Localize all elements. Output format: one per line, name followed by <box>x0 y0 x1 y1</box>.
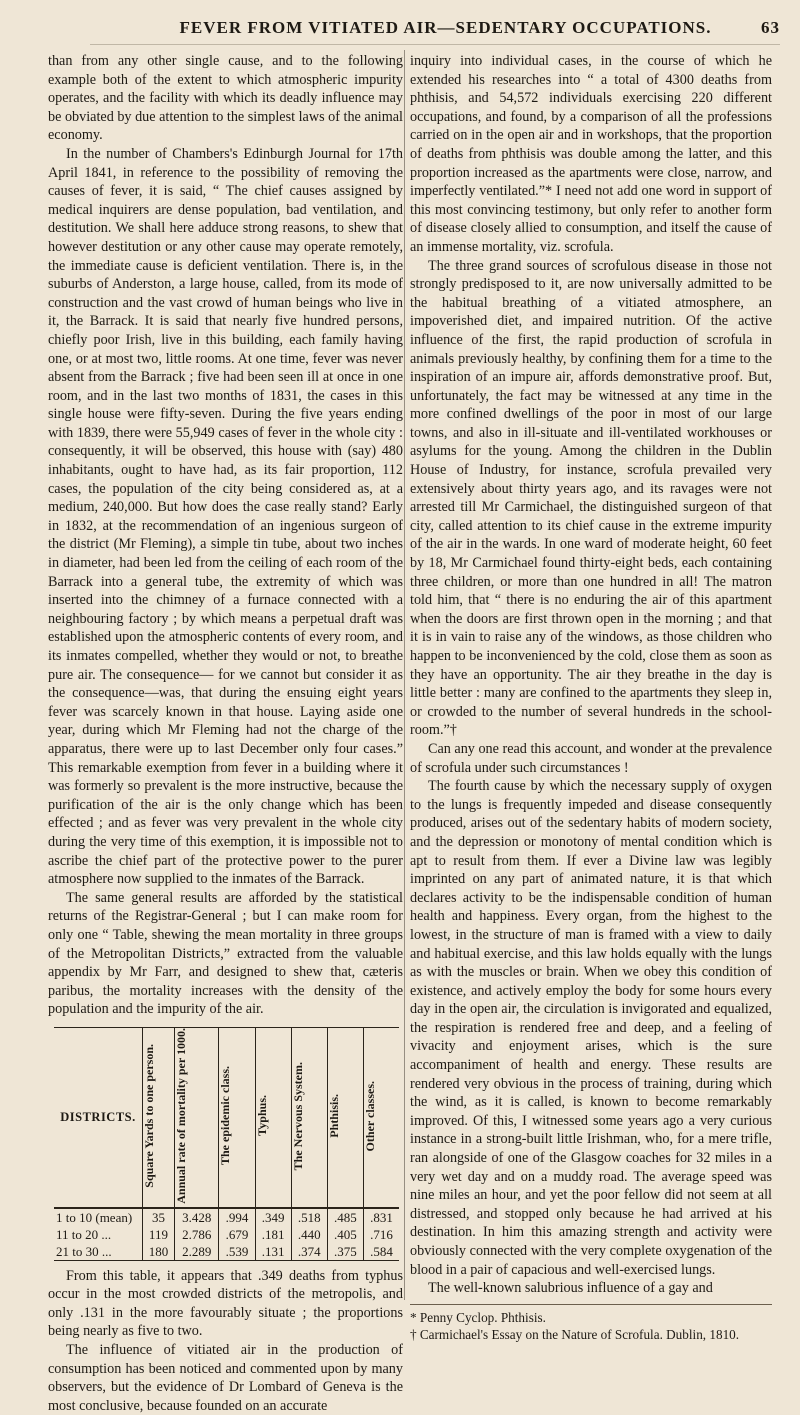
table-cell: 2.289 <box>174 1243 219 1261</box>
paragraph: The fourth cause by which the necessary supply of oxygen to the lungs is frequently impeded and disease consequently produced, arises out of the sedentary habits of modern society, and the depression or monotony of mental condition which is apt to result from them. If ever a Divine law was legibly imprinted on any part of animated nature, it is that which declares activity to be the indispensable condition of human health and happiness. Every organ, from the highest to the lowest, in the structure of man is framed with a view to daily and habitual exercise, and this law holds equally with the lungs as with the muscles or brain. When we obey this condition of existence, and actively employ the body for some hours every day in the open air, the circulation is invigorated and equalized, the respiration is rendered free and deep, and a feeling of vivacity and enjoyment arises, which is the sure accompaniment of health and energy. These results are rendered very obvious in the process of training, during which the wind, as it is called, is known to become remarkably improved. Of this, I witnessed some years ago a very curious instance in a strong-built little Irishman, who, for a mere trifle, ran alongside of one of the Glasgow coaches for 32 miles in a very wet day and on a muddy road. The average speed was nine miles an hour, and yet the poor fellow did not seem at all distressed, and stopped only because he had arrived at his destination. In him this amazing strength and activity were obviously connected with the very complete oxygenation of the blood in a pair of capacious and well-exercised lungs. <box>410 778 772 1278</box>
paragraph: In the number of Chambers's Edinburgh Journal for 17th April 1841, in reference to the possibility of removing the causes of fever, it is said, “ The chief causes assigned by medical inquirers are dense population, bad ventilation, and destitution. We shall here adduce strong reasons, to shew that however destitution or any other cause may operate remotely, the immediate cause is deficient ventilation. There is, in the suburbs of Anderston, a large house, called, from its mode of construction and the vast crowd of human beings who live in it, the Barrack. It is said that nearly five hundred persons, chiefly poor Irish, live in this building, each family having one, or at most two, little rooms. At one time, fever was never absent from the Barrack ; five had been seen ill at once in one room, and in the last two months of 1831, the cases in this single house were fifty-seven. During the five years ending with 1839, there were 55,949 cases of fever in the whole city : consequently, it will be observed, this house with (say) 480 inhabitants, ought to have had, as its fair proportion, 112 cases, the population of the city being considered as, at a medium, 240,000. But how does the case really stand? Early in 1832, at the recommendation of an ingenious surgeon of the district (Mr Fleming), a simple tin tube, about two inches in diameter, had been led from the ceiling of each room of the Barrack into a general tube, the extremity of which was inserted into the chimney of a furnace connected with a neighbouring factory ; by which means a perpetual draft was established upon the atmospheric contents of every room, and its inmates compelled, whether they would or not, to breathe pure air. The consequence— for we cannot but consider it as the consequence—was, that during the ensuing eight years fever was scarcely known in that house. Laying aside one year, during which Mr Fleming had not the charge of the apparatus, there were up to last December only four cases.” This remarkable exemption from fever in a building where it was formerly so prevalent is the more instructive, because the purification of the air is the only change which has been effected ; and as fever was very prevalent in the whole city during the very time of this exemption, it is impossible not to ascribe the chief part of the protective power to the purer atmosphere now supplied to the inmates of the Barrack. <box>48 145 403 888</box>
table-cell: .716 <box>370 1226 393 1242</box>
column-header: Square Yards to one person. <box>143 1027 175 1207</box>
table-cell: 11 to 20 ... <box>54 1226 143 1243</box>
paragraph: inquiry into individual cases, in the course of which he extended his researches into “ a total of 4300 deaths from phthisis, and 54,572 individuals exercising 220 different occupations, and found, by a comparison of all the professions carried on in the open air and in workshops, that the proportion of deaths from phthisis was double among the latter, and this proportion increased as the apartments were close, narrow, and imperfectly ventilated.”* I need not add one word in support of this most convincing testimony, but only refer to another form of disease closely allied to consumption, and itself the cause of an immense mortality, viz. scrofula. <box>410 53 772 255</box>
header-rule <box>90 44 780 45</box>
running-title: FEVER FROM VITIATED AIR—SEDENTARY OCCUPATIONS. <box>179 18 712 37</box>
table-row <box>54 1243 399 1261</box>
table-cell: .831 <box>370 1209 393 1225</box>
running-header <box>90 18 780 38</box>
table-cell: .679 <box>219 1226 255 1243</box>
paragraph: Can any one read this account, and wonder at the prevalence of scrofula under such circumstances ! <box>410 740 772 776</box>
paragraph: The influence of vitiated air in the production of consumption has been noticed and commented upon by many observers, but the evidence of Dr Lombard of Geneva is the most conclusive, because founded on an accurate <box>48 1342 403 1414</box>
footnote: † Carmichael's Essay on the Nature of Scrofula. Dublin, 1810. <box>410 1326 740 1342</box>
table-cell: 119 <box>143 1226 175 1243</box>
table-cell: .440 <box>291 1226 327 1243</box>
table-cell: 35 <box>143 1208 175 1226</box>
table-cell: .181 <box>255 1226 291 1243</box>
table-cell: 180 <box>143 1243 175 1261</box>
table-cell: 3.428 <box>174 1208 219 1226</box>
table-cell: 1 to 10 (mean) <box>54 1208 143 1226</box>
paragraph: From this table, it appears that .349 deaths from typhus occur in the most crowded districts of the metropolis, and only .131 in the more favourably situate ; the proportions being nearly as five to two. <box>48 1267 403 1340</box>
column-header: DISTRICTS. <box>54 1027 143 1207</box>
column-header: Other classes. <box>363 1027 399 1207</box>
table-cell: .539 <box>219 1243 255 1261</box>
table-row <box>54 1226 399 1243</box>
table-cell: .584 <box>363 1243 399 1261</box>
table-cell: .131 <box>255 1243 291 1261</box>
footnote: * Penny Cyclop. Phthisis. <box>410 1309 546 1325</box>
table-cell: .375 <box>327 1243 363 1261</box>
right-column <box>410 52 772 1343</box>
table-header-row <box>54 1027 399 1207</box>
table-cell: .405 <box>327 1226 363 1243</box>
paragraph: The well-known salubrious influence of a gay and <box>428 1280 713 1297</box>
column-header: The epidemic class. <box>219 1027 255 1207</box>
table-cell: .349 <box>255 1208 291 1226</box>
mortality-table <box>54 1027 399 1261</box>
column-header: Typhus. <box>255 1027 291 1207</box>
footnotes <box>410 1304 772 1343</box>
column-divider <box>404 50 405 1300</box>
column-header: The Nervous System. <box>291 1027 327 1207</box>
table-cell: .518 <box>291 1208 327 1226</box>
table-cell: .485 <box>327 1208 363 1226</box>
column-header: Phthisis. <box>327 1027 363 1207</box>
paragraph: than from any other single cause, and to the following example both of the extent to which atmospheric impurity operates, and the facility with which its deadly influence may be obviated by due attention to the simplest laws of the animal economy. <box>48 53 403 144</box>
page-number: 63 <box>761 18 780 37</box>
table-cell: 21 to 30 ... <box>54 1243 143 1261</box>
paragraph: The same general results are afforded by the statistical returns of the Registrar-General ; but I can make room for only one “ Table, shewing the mean mortality in three groups of the Metropolitan Districts,” extracted from the valuable appendix by Mr Farr, and designed to shew that, cæteris paribus, the mortality increases with the density of the population and the impurity of the air. <box>48 889 403 1018</box>
paragraph: The three grand sources of scrofulous disease in those not strongly predisposed to it, are now universally admitted to be the habitual breathing of a vitiated atmosphere, an impoverished diet, and impaired nutrition. Of the active influence of the first, the rapid production of scrofula in animals previously healthy, by confining them for a time to the inspiration of an impure air, affords demonstrative proof. But, unfortunately, the fact may be witnessed at any time in the more confined dwellings of the poor in most of our large towns, and also in ill-situate and ill-ventilated workhouses or asylums for the young. Among the children in the Dublin House of Industry, for instance, scrofula prevailed very extensively about thirty years ago, and its ravages were not arrested till Mr Carmichael, the distinguished surgeon of that city, called attention to its chief cause in the extreme impurity of the air in the wards. In one ward of moderate height, 60 feet by 18, Mr Carmichael found thirty-eight beds, each containing three children, or more than one hundred in all! The matron told him, that “ there is no enduring the air of this apartment when the doors are first thrown open in the morning ; and that it is in vain to raise any of the windows, as those children who happen to be inconvenienced by the cold, close them as soon as they have an opportunity. The air they breathe in the day is little better : many are confined to the apartments they sleep in, or crowded to the number of several hundreds in the school-room.”† <box>410 257 772 739</box>
table-cell: .994 <box>219 1208 255 1226</box>
table-cell: .374 <box>291 1243 327 1261</box>
left-column <box>48 52 403 1415</box>
table-cell: 2.786 <box>174 1226 219 1243</box>
table-row <box>54 1208 399 1226</box>
column-header: Annual rate of mortality per 1000. <box>174 1027 219 1207</box>
